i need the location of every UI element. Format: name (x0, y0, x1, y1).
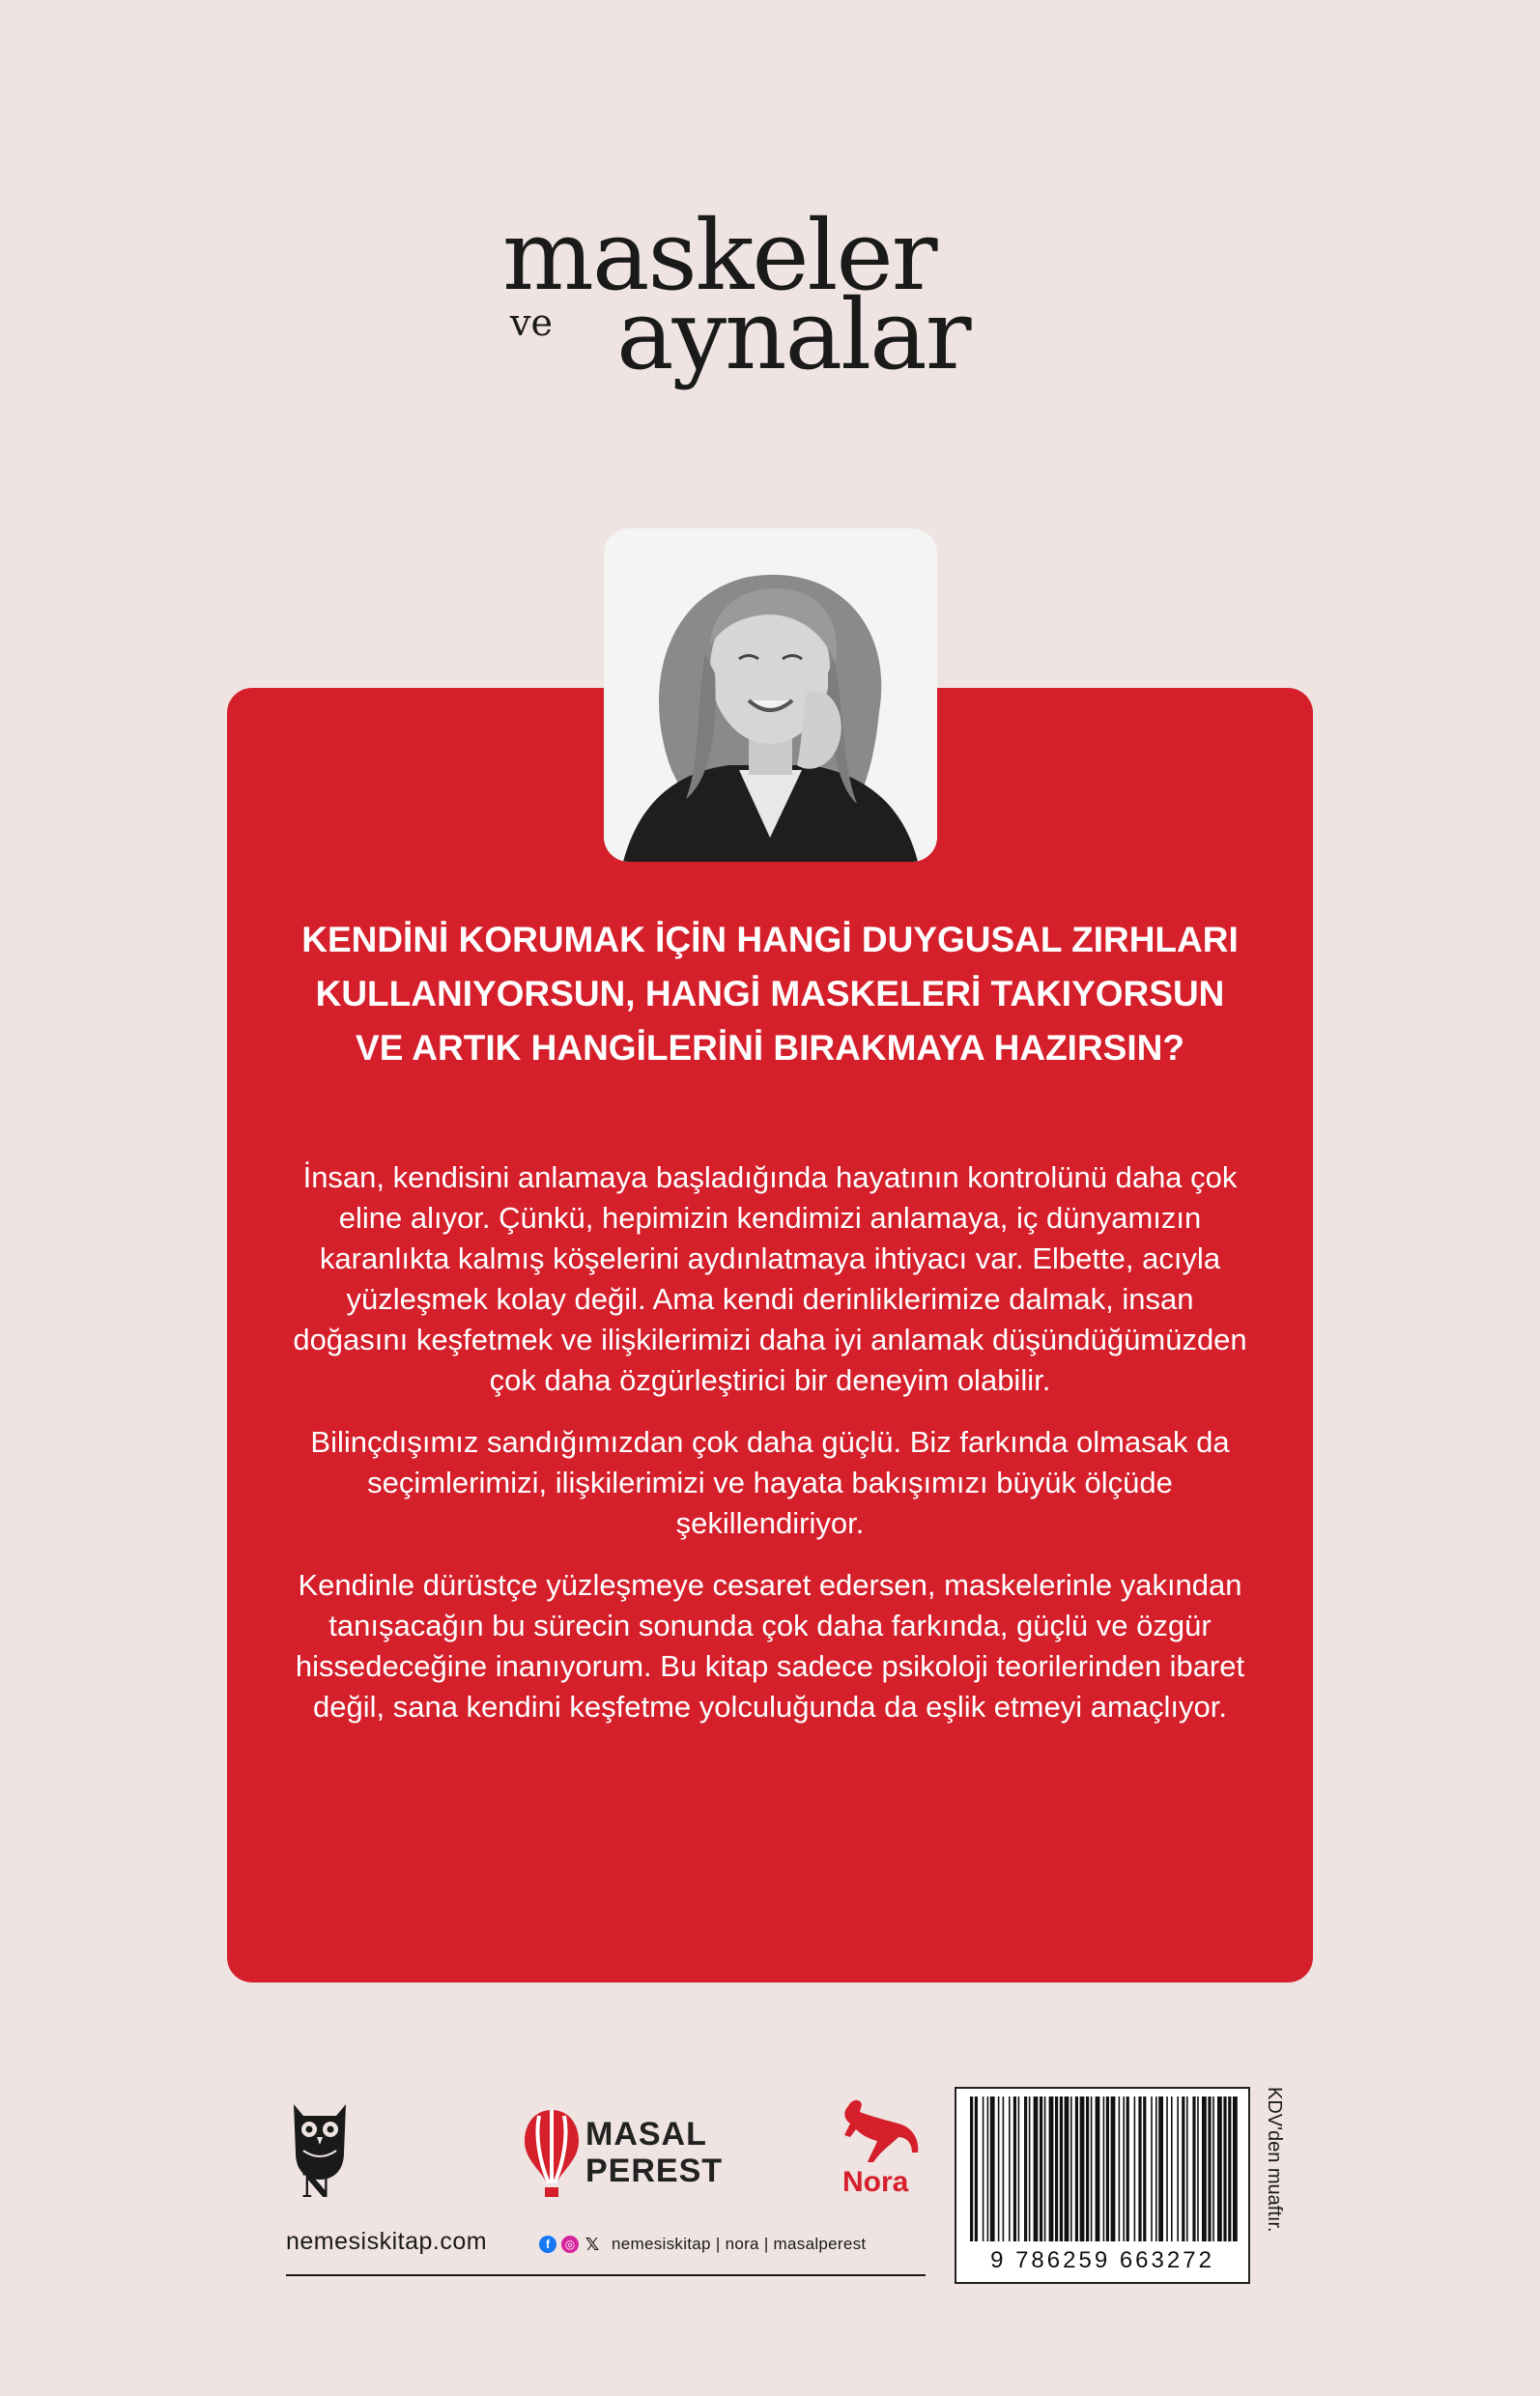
tax-exempt-note (1261, 2087, 1290, 2280)
instagram-icon: ◎ (561, 2236, 579, 2253)
blurb-paragraph: İnsan, kendisini anlamaya başladığında hayatının kontrolünü daha çok eline alıyor. Çünkü, hepimizin kendimizi anlamaya, iç dünyamızın karanlıkta kalmış köşelerini aydınlatmaya ihtiyacı var. Elbette, acıyla yüzleşmek kolay değil. Ama kendi derinliklerimize dalmak, insan doğasını keşfetmek ve ilişkilerimizi daha iyi anlamak düşündüğümüzden çok daha özgürleştirici bir deneyim olabilir. (293, 1160, 1247, 1397)
barcode-bar (1013, 2096, 1016, 2241)
nemesis-letter: N (301, 2167, 332, 2206)
x-icon: 𝕏 (585, 2235, 600, 2254)
barcode-bar (1065, 2096, 1069, 2241)
barcode-bar (1186, 2096, 1188, 2241)
barcode-bar (1202, 2096, 1207, 2241)
masal-line-1: MASAL (585, 2116, 707, 2153)
blurb (290, 1157, 1250, 1749)
barcode-bar (1055, 2096, 1058, 2241)
barcode-bar (1003, 2096, 1005, 2241)
barcode-bar (1086, 2096, 1089, 2241)
nora-logo (831, 2095, 927, 2201)
barcode-bar (1070, 2096, 1072, 2241)
barcode-bar (1034, 2096, 1039, 2241)
barcode-bar (1018, 2096, 1020, 2241)
barcode-bar (1009, 2096, 1011, 2241)
barcode-bar (1228, 2096, 1231, 2241)
isbn-number: 9 786259 663272 (990, 2247, 1214, 2273)
nemesis-owl-logo (286, 2095, 354, 2206)
barcode-bar (1049, 2096, 1054, 2241)
facebook-icon: f (539, 2236, 556, 2253)
barcode-bar (1029, 2096, 1031, 2241)
barcode-bar (1217, 2096, 1222, 2241)
barcode-bar (1177, 2096, 1179, 2241)
barcode-bar (1044, 2096, 1046, 2241)
nora-wordmark: Nora (842, 2166, 909, 2198)
title-line-2: aynalar (616, 278, 970, 391)
title-line-1: maskeler (502, 199, 936, 312)
barcode-bar (1151, 2096, 1153, 2241)
barcode-bar (1212, 2096, 1214, 2241)
barcode-bar (1040, 2096, 1042, 2241)
blurb-paragraph: Bilinçdışımız sandığımızdan çok daha güçlü. Biz farkında olmasak da seçimlerimizi, ilişkilerimizi ve hayata bakışımızı büyük ölçüde şekillendiriyor. (310, 1425, 1230, 1540)
masalperest-wordmark (585, 2116, 723, 2189)
barcode-bar (1171, 2096, 1173, 2241)
tax-exempt-text: KDV'den muaftır. (1264, 2087, 1285, 2233)
book-title (502, 199, 1043, 411)
barcode-bar (1075, 2096, 1078, 2241)
barcode-bar (1143, 2096, 1146, 2241)
barcode-bar (975, 2096, 978, 2241)
masal-line-2: PEREST (585, 2153, 724, 2189)
barcode-bar (1024, 2096, 1027, 2241)
social-handles (539, 2230, 866, 2259)
barcode-bar (998, 2096, 1000, 2241)
barcode-bar (1126, 2096, 1129, 2241)
barcode-bars (956, 2089, 1248, 2248)
barcode-bar (1138, 2096, 1141, 2241)
barcode-bar (1166, 2096, 1168, 2241)
isbn-barcode (955, 2087, 1250, 2284)
barcode-bar (1123, 2096, 1125, 2241)
barcode-bar (990, 2096, 995, 2241)
barcode-bar (1158, 2096, 1163, 2241)
barcode-bar (1197, 2096, 1199, 2241)
social-handles-text: nemesiskitap | nora | masalperest (612, 2235, 867, 2253)
footer-divider (286, 2274, 926, 2276)
barcode-bar (1223, 2096, 1226, 2241)
back-cover-headline: KENDİNİ KORUMAK İÇİN HANGİ DUYGUSAL ZIRHLARI KULLANIYORSUN, HANGİ MASKELERİ TAKIYORSUN VE ARTIK HANGİLERİNİ BIRAKMAYA HAZIRSIN? (301, 920, 1239, 1068)
blurb-paragraph: Kendinle dürüstçe yüzleşmeye cesaret edersen, maskelerinle yakından tanışacağın bu sürecin sonunda çok daha farkında, güçlü ve özgür hissedeceğine inanıyorum. Bu kitap sadece psikoloji teorilerinden ibaret değil, sana kendini keşfetme yolculuğunda da eşlik etmeyi amaçlıyor. (295, 1568, 1245, 1724)
barcode-bar (1091, 2096, 1093, 2241)
barcode-bar (1182, 2096, 1184, 2241)
barcode-bar (1155, 2096, 1157, 2241)
barcode-bar (1111, 2096, 1116, 2241)
barcode-bar (1233, 2096, 1238, 2241)
barcode-bar (1106, 2096, 1109, 2241)
barcode-bar (1192, 2096, 1195, 2241)
masalperest-logo (522, 2106, 724, 2201)
title-conjunction: ve (510, 301, 553, 344)
author-photo (604, 528, 937, 862)
barcode-bar (1060, 2096, 1063, 2241)
barcode-bar (970, 2096, 973, 2241)
barcode-bar (987, 2096, 989, 2241)
barcode-bar (983, 2096, 984, 2241)
website-link[interactable]: nemesiskitap.com (286, 2228, 488, 2255)
barcode-bar (1208, 2096, 1211, 2241)
barcode-bar (1103, 2096, 1105, 2241)
barcode-bar (1096, 2096, 1100, 2241)
barcode-bar (1134, 2096, 1136, 2241)
barcode-bar (1080, 2096, 1085, 2241)
barcode-bar (1119, 2096, 1121, 2241)
